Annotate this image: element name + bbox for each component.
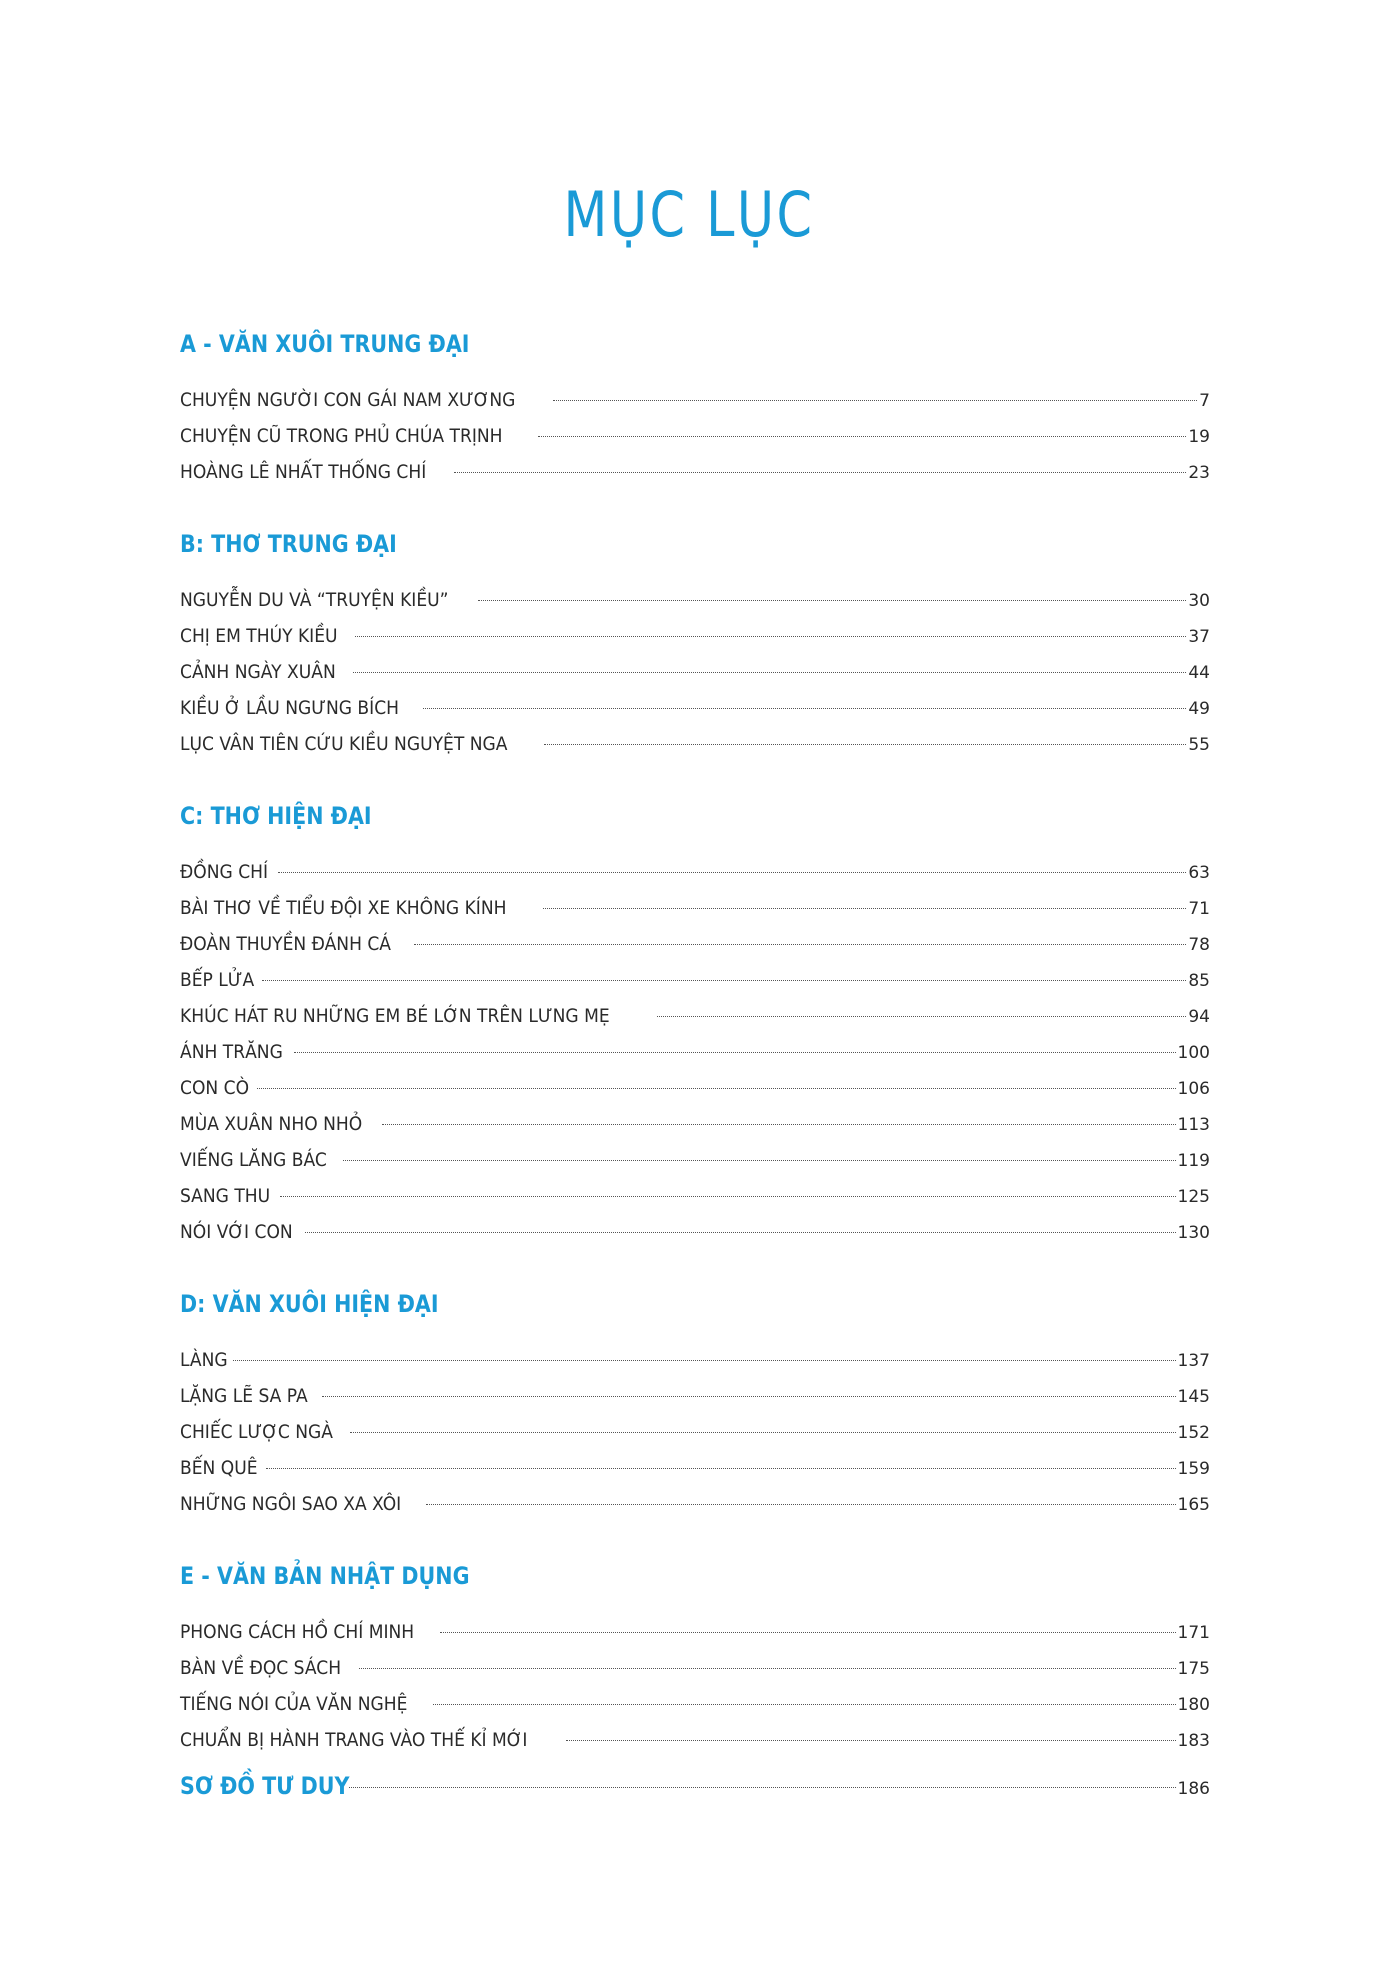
section-heading: C: THƠ HIỆN ĐẠI (180, 802, 372, 830)
toc-final-entry[interactable] (180, 1766, 1210, 1806)
entry-page-number: 55 (1188, 735, 1210, 755)
toc-entry[interactable] (180, 1142, 1210, 1178)
entry-page-number: 125 (1177, 1187, 1210, 1207)
toc-entry[interactable] (180, 962, 1210, 998)
section-heading: D: VĂN XUÔI HIỆN ĐẠI (180, 1290, 439, 1318)
toc-entry[interactable] (180, 1650, 1210, 1686)
section-heading: E - VĂN BẢN NHẬT DỤNG (180, 1562, 470, 1590)
toc-entry[interactable] (180, 1342, 1210, 1378)
dot-leader (423, 708, 1186, 709)
entry-title: MÙA XUÂN NHO NHỎ (180, 1113, 363, 1135)
entry-page-number: 119 (1177, 1151, 1210, 1171)
entry-page-number: 165 (1177, 1495, 1210, 1515)
entry-page-number: 85 (1188, 971, 1210, 991)
toc-entry[interactable] (180, 1486, 1210, 1522)
toc-entry[interactable] (180, 890, 1210, 926)
toc-entry[interactable] (180, 1214, 1210, 1250)
toc-entry[interactable] (180, 1034, 1210, 1070)
dot-leader (233, 1360, 1176, 1361)
entry-title: TIẾNG NÓI CỦA VĂN NGHỆ (180, 1693, 408, 1715)
section-entries (180, 1614, 1210, 1758)
entry-title: CẢNH NGÀY XUÂN (180, 661, 336, 683)
dot-leader (657, 1016, 1186, 1017)
dot-leader (349, 1787, 1176, 1788)
dot-leader (543, 908, 1187, 909)
toc-entry[interactable] (180, 726, 1210, 762)
entry-title: NGUYỄN DU VÀ “TRUYỆN KIỀU” (180, 589, 449, 611)
entry-title: BÀI THƠ VỀ TIỂU ĐỘI XE KHÔNG KÍNH (180, 897, 507, 919)
entry-title: ÁNH TRĂNG (180, 1041, 283, 1063)
entry-page-number: 171 (1177, 1623, 1210, 1643)
dot-leader (359, 1668, 1176, 1669)
dot-leader (478, 600, 1186, 601)
entry-title: CHUẨN BỊ HÀNH TRANG VÀO THẾ KỈ MỚI (180, 1729, 528, 1751)
entry-page-number: 30 (1188, 591, 1210, 611)
toc-entry[interactable] (180, 1414, 1210, 1450)
toc-entry[interactable] (180, 1450, 1210, 1486)
section-entries (180, 1342, 1210, 1522)
dot-leader (544, 744, 1187, 745)
entry-page-number: 175 (1177, 1659, 1210, 1679)
entry-title: SANG THU (180, 1185, 271, 1207)
section-heading: A - VĂN XUÔI TRUNG ĐẠI (180, 330, 470, 358)
dot-leader (382, 1124, 1175, 1125)
entry-page-number: 113 (1177, 1115, 1210, 1135)
toc-section (180, 1558, 1210, 1758)
dot-leader (262, 980, 1186, 981)
dot-leader (566, 1740, 1175, 1741)
toc-section (180, 1286, 1210, 1522)
dot-leader (426, 1504, 1176, 1505)
entry-page-number: 7 (1199, 391, 1210, 411)
toc-entry[interactable] (180, 1614, 1210, 1650)
entry-page-number: 106 (1177, 1079, 1210, 1099)
entry-page-number: 78 (1188, 935, 1210, 955)
entry-title: VIẾNG LĂNG BÁC (180, 1149, 327, 1171)
toc-entry[interactable] (180, 1722, 1210, 1758)
toc-section (180, 326, 1210, 490)
dot-leader (257, 1088, 1176, 1089)
entry-title: CHUYỆN CŨ TRONG PHỦ CHÚA TRỊNH (180, 425, 503, 447)
entry-title: KIỀU Ở LẦU NGƯNG BÍCH (180, 697, 400, 719)
entry-page-number: 94 (1188, 1007, 1210, 1027)
entry-page-number: 183 (1177, 1731, 1210, 1751)
entry-title: KHÚC HÁT RU NHỮNG EM BÉ LỚN TRÊN LƯNG MẸ (180, 1005, 610, 1027)
section-heading: B: THƠ TRUNG ĐẠI (180, 530, 397, 558)
toc-entry[interactable] (180, 1178, 1210, 1214)
entry-title: ĐOÀN THUYỀN ĐÁNH CÁ (180, 933, 392, 955)
entry-title: CHỊ EM THÚY KIỀU (180, 625, 338, 647)
toc-entry[interactable] (180, 926, 1210, 962)
entry-title: BẾP LỬA (180, 969, 255, 991)
entry-title: CHUYỆN NGƯỜI CON GÁI NAM XƯƠNG (180, 389, 516, 411)
toc-entry[interactable] (180, 382, 1210, 418)
dot-leader (278, 872, 1187, 873)
dot-leader (353, 672, 1186, 673)
entry-page-number: 145 (1177, 1387, 1210, 1407)
entry-page-number: 49 (1188, 699, 1210, 719)
entry-page-number: 37 (1188, 627, 1210, 647)
dot-leader (305, 1232, 1175, 1233)
toc-entry[interactable] (180, 1378, 1210, 1414)
entry-title: LẶNG LẼ SA PA (180, 1385, 308, 1407)
entry-page-number: 152 (1177, 1423, 1210, 1443)
section-entries (180, 854, 1210, 1250)
entry-page-number: 130 (1177, 1223, 1210, 1243)
toc-entry[interactable] (180, 690, 1210, 726)
toc-entry[interactable] (180, 1070, 1210, 1106)
toc-entry[interactable] (180, 654, 1210, 690)
toc-entry[interactable] (180, 582, 1210, 618)
table-of-contents (180, 326, 1210, 1806)
entry-page-number: 137 (1177, 1351, 1210, 1371)
entry-page-number: 71 (1188, 899, 1210, 919)
section-entries (180, 382, 1210, 490)
entry-title: BÀN VỀ ĐỌC SÁCH (180, 1657, 342, 1679)
dot-leader (355, 636, 1186, 637)
dot-leader (454, 472, 1187, 473)
entry-page-number: 159 (1177, 1459, 1210, 1479)
entry-title: CON CÒ (180, 1077, 250, 1099)
entry-title: LÀNG (180, 1349, 228, 1371)
dot-leader (294, 1052, 1175, 1053)
page-title: MỤC LỤC (563, 178, 815, 251)
entry-title: NHỮNG NGÔI SAO XA XÔI (180, 1493, 402, 1515)
toc-entry[interactable] (180, 854, 1210, 890)
entry-title: PHONG CÁCH HỒ CHÍ MINH (180, 1621, 415, 1643)
dot-leader (433, 1704, 1176, 1705)
entry-page-number: 180 (1177, 1695, 1210, 1715)
dot-leader (266, 1468, 1175, 1469)
dot-leader (280, 1196, 1175, 1197)
toc-section (180, 798, 1210, 1250)
entry-title: HOÀNG LÊ NHẤT THỐNG CHÍ (180, 461, 427, 483)
final-entry-title: SƠ ĐỒ TƯ DUY (180, 1772, 350, 1800)
toc-section (180, 526, 1210, 762)
entry-page-number: 44 (1188, 663, 1210, 683)
toc-entry[interactable] (180, 454, 1210, 490)
entry-page-number: 100 (1177, 1043, 1210, 1063)
dot-leader (322, 1396, 1176, 1397)
toc-entry[interactable] (180, 1686, 1210, 1722)
toc-entry[interactable] (180, 618, 1210, 654)
entry-page-number: 19 (1188, 427, 1210, 447)
dot-leader (350, 1432, 1176, 1433)
entry-page-number: 63 (1188, 863, 1210, 883)
dot-leader (553, 400, 1198, 401)
toc-entry[interactable] (180, 1106, 1210, 1142)
dot-leader (343, 1160, 1175, 1161)
entry-title: ĐỒNG CHÍ (180, 861, 269, 883)
entry-title: CHIẾC LƯỢC NGÀ (180, 1421, 333, 1443)
section-entries (180, 582, 1210, 762)
toc-entry[interactable] (180, 998, 1210, 1034)
dot-leader (440, 1632, 1175, 1633)
entry-title: NÓI VỚI CON (180, 1221, 293, 1243)
entry-page-number: 186 (1177, 1779, 1210, 1799)
dot-leader (414, 944, 1186, 945)
entry-title: LỤC VÂN TIÊN CỨU KIỀU NGUYỆT NGA (180, 733, 508, 755)
entry-page-number: 23 (1188, 463, 1210, 483)
dot-leader (538, 436, 1186, 437)
toc-entry[interactable] (180, 418, 1210, 454)
entry-title: BẾN QUÊ (180, 1457, 258, 1479)
